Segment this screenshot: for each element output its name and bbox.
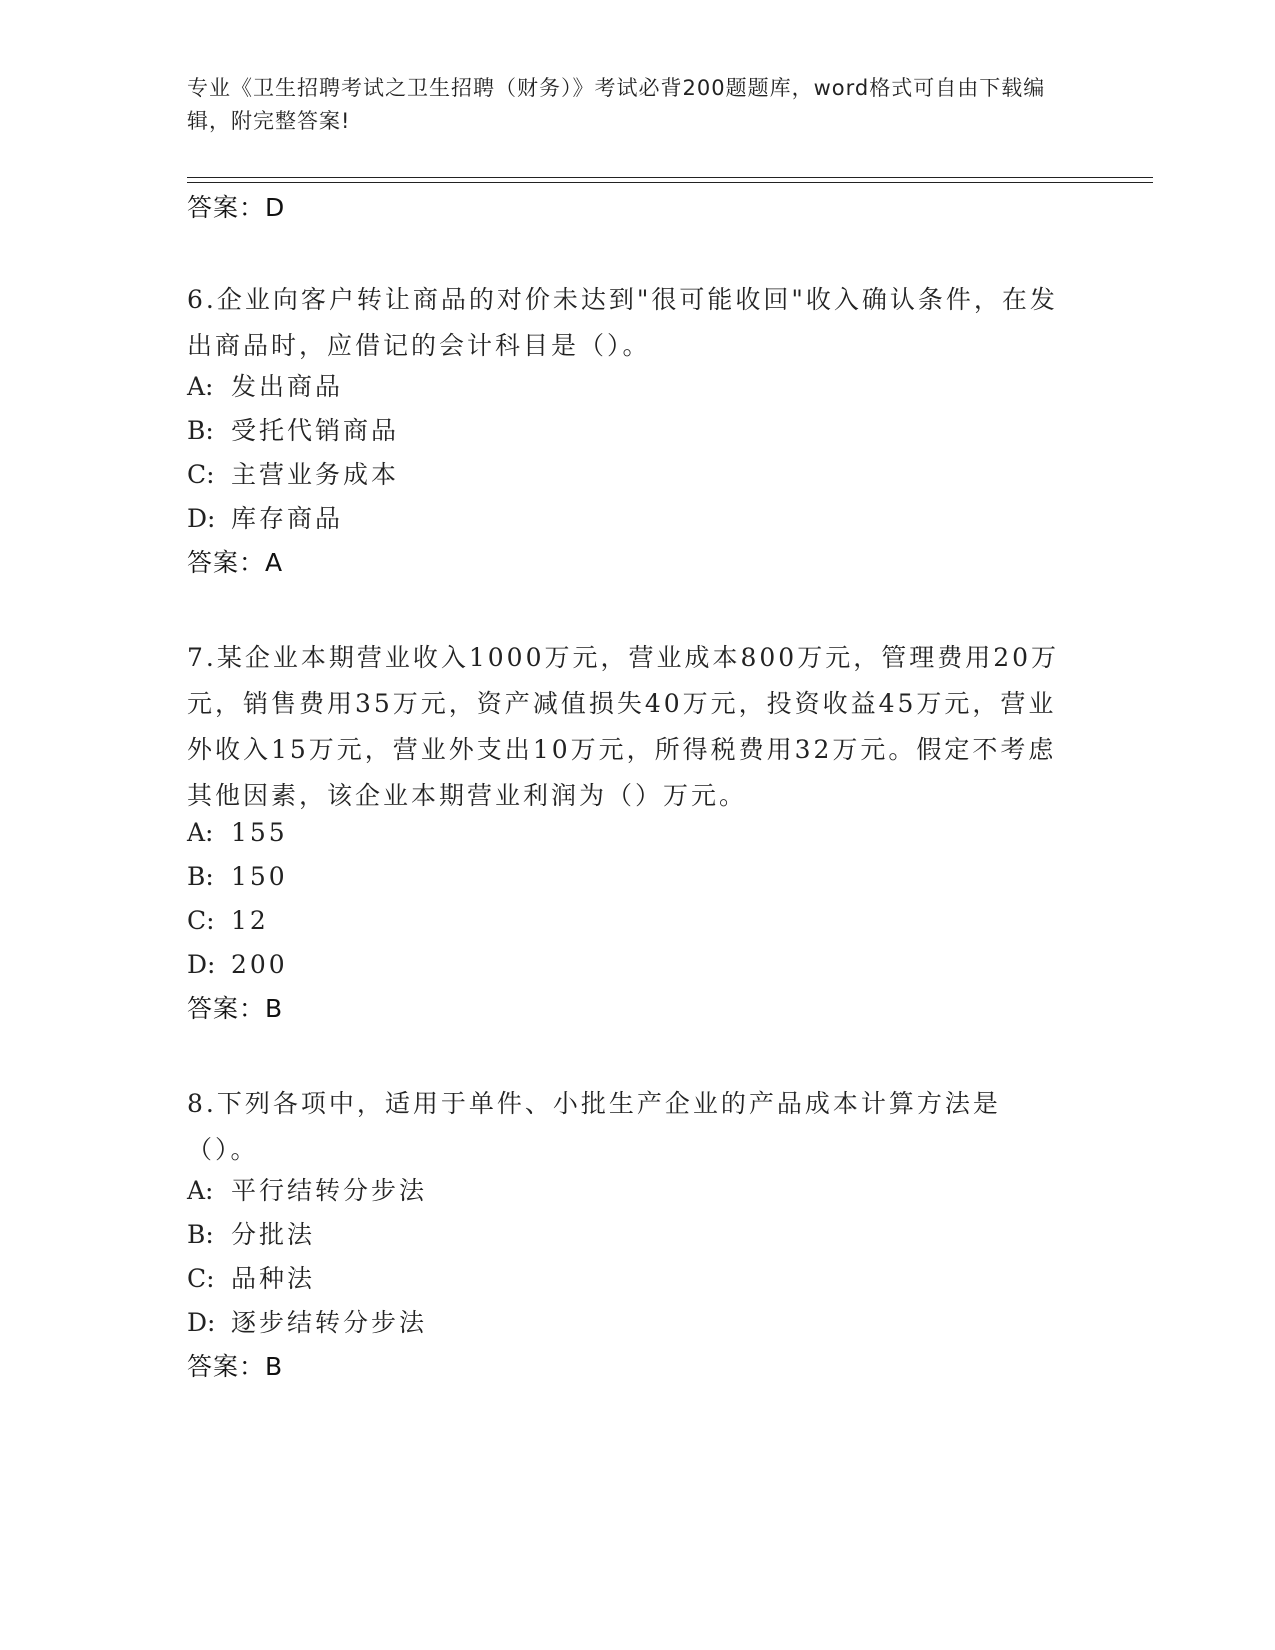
question-8-option-b bbox=[187, 1220, 315, 1250]
option-label: A: bbox=[187, 372, 214, 401]
option-text: 200 bbox=[231, 950, 288, 979]
option-label: C: bbox=[187, 460, 215, 489]
option-text: 主营业务成本 bbox=[231, 460, 400, 489]
header-rule-top bbox=[187, 177, 1153, 178]
option-text: 150 bbox=[231, 862, 288, 891]
option-text: 12 bbox=[231, 906, 269, 935]
question-7-answer: 答案：B bbox=[187, 994, 284, 1023]
question-7-option-d bbox=[187, 950, 288, 980]
option-label: C: bbox=[187, 1264, 215, 1293]
option-text: 受托代销商品 bbox=[231, 416, 400, 445]
option-label: D: bbox=[187, 950, 216, 979]
question-8-option-d bbox=[187, 1308, 427, 1338]
question-8-answer: 答案：B bbox=[187, 1352, 284, 1381]
option-text: 逐步结转分步法 bbox=[231, 1308, 428, 1337]
option-label: D: bbox=[187, 504, 216, 533]
question-6-stem: 6.企业向客户转让商品的对价未达到"很可能收回"收入确认条件，在发出商品时，应借记的会计科目是（）。 bbox=[187, 285, 1058, 360]
question-7-stem: 7.某企业本期营业收入1000万元，营业成本800万元，管理费用20万元，销售费用35万元，资产减值损失40万元，投资收益45万元，营业外收入15万元，营业外支出10万元，所得税费用32万元。假定不考虑其他因素，该企业本期营业利润为（）万元。 bbox=[187, 643, 1060, 810]
option-text: 平行结转分步法 bbox=[231, 1176, 428, 1205]
question-7-option-b bbox=[187, 862, 288, 892]
question-6-option-a bbox=[187, 372, 343, 402]
question-8-stem: 8.下列各项中，适用于单件、小批生产企业的产品成本计算方法是（）。 bbox=[187, 1089, 1001, 1164]
option-label: B: bbox=[187, 862, 214, 891]
option-label: A: bbox=[187, 1176, 214, 1205]
question-6-option-d bbox=[187, 504, 343, 534]
option-label: B: bbox=[187, 416, 214, 445]
option-text: 155 bbox=[231, 818, 288, 847]
question-7-option-c bbox=[187, 906, 269, 936]
question-6-option-c bbox=[187, 460, 399, 490]
option-label: C: bbox=[187, 906, 215, 935]
option-text: 品种法 bbox=[231, 1264, 316, 1293]
previous-answer: 答案：D bbox=[187, 193, 286, 222]
option-label: A: bbox=[187, 818, 214, 847]
header-rule-bottom bbox=[187, 182, 1153, 183]
option-text: 分批法 bbox=[231, 1220, 316, 1249]
question-6-answer: 答案：A bbox=[187, 548, 284, 577]
question-7-option-a bbox=[187, 818, 288, 848]
question-8-option-a bbox=[187, 1176, 427, 1206]
option-label: D: bbox=[187, 1308, 216, 1337]
option-text: 库存商品 bbox=[231, 504, 344, 533]
option-text: 发出商品 bbox=[231, 372, 344, 401]
question-6-option-b bbox=[187, 416, 399, 446]
document-header: 专业《卫生招聘考试之卫生招聘（财务）》考试必背200题题库，word格式可自由下载编辑，附完整答案! bbox=[187, 76, 1046, 133]
question-8-option-c bbox=[187, 1264, 315, 1294]
option-label: B: bbox=[187, 1220, 214, 1249]
